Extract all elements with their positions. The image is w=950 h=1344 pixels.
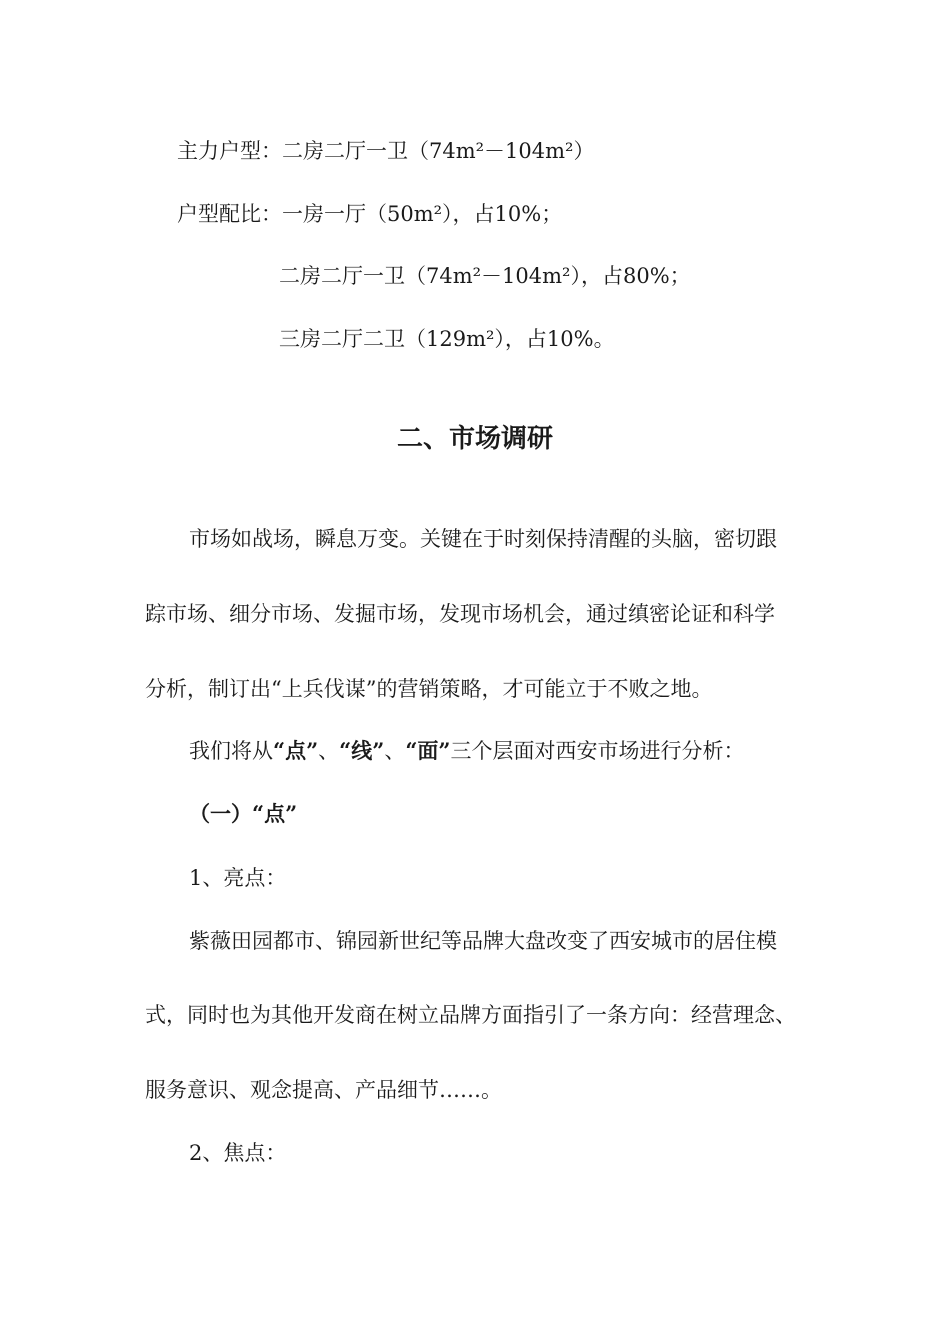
analysis-face: “面” [405,738,451,763]
item-1-body-line: 紫薇田园都市、锦园新世纪等品牌大盘改变了西安城市的居住模 [189,929,777,953]
intro-paragraph-line: 市场如战场，瞬息万变。关键在于时刻保持清醒的头脑，密切跟 [189,527,777,551]
unit-ratio-1: 户型配比：一房一厅（50m²），占10%； [177,202,563,226]
analysis-sentence [189,737,745,765]
analysis-prefix: 我们将从 [189,739,273,763]
item-2-title: 2、焦点： [189,1141,287,1165]
item-1-body-line: 服务意识、观念提高、产品细节……。 [145,1078,502,1102]
analysis-suffix: 三个层面对西安市场进行分析： [450,739,745,763]
intro-paragraph-line: 踪市场、细分市场、发掘市场，发现市场机会，通过缜密论证和科学 [145,602,775,626]
item-1-title: 1、亮点： [189,866,287,890]
main-unit-type: 主力户型：二房二厅一卫（74m²－104m²） [177,139,595,163]
unit-ratio-2: 二房二厅一卫（74m²－104m²），占80%； [279,264,691,288]
item-1-body-line: 式，同时也为其他开发商在树立品牌方面指引了一条方向：经营理念、 [145,1003,796,1027]
intro-paragraph-line: 分析，制订出“上兵伐谋”的营销策略，才可能立于不败之地。 [145,677,713,701]
analysis-point: “点” [273,738,319,763]
sub-heading: （一）“点” [189,801,298,826]
section-title: 二、市场调研 [396,424,553,454]
unit-ratio-3: 三房二厅二卫（129m²），占10%。 [279,327,615,351]
analysis-separator: 、 [318,739,340,763]
analysis-separator: 、 [384,739,406,763]
analysis-line: “线” [339,738,385,763]
